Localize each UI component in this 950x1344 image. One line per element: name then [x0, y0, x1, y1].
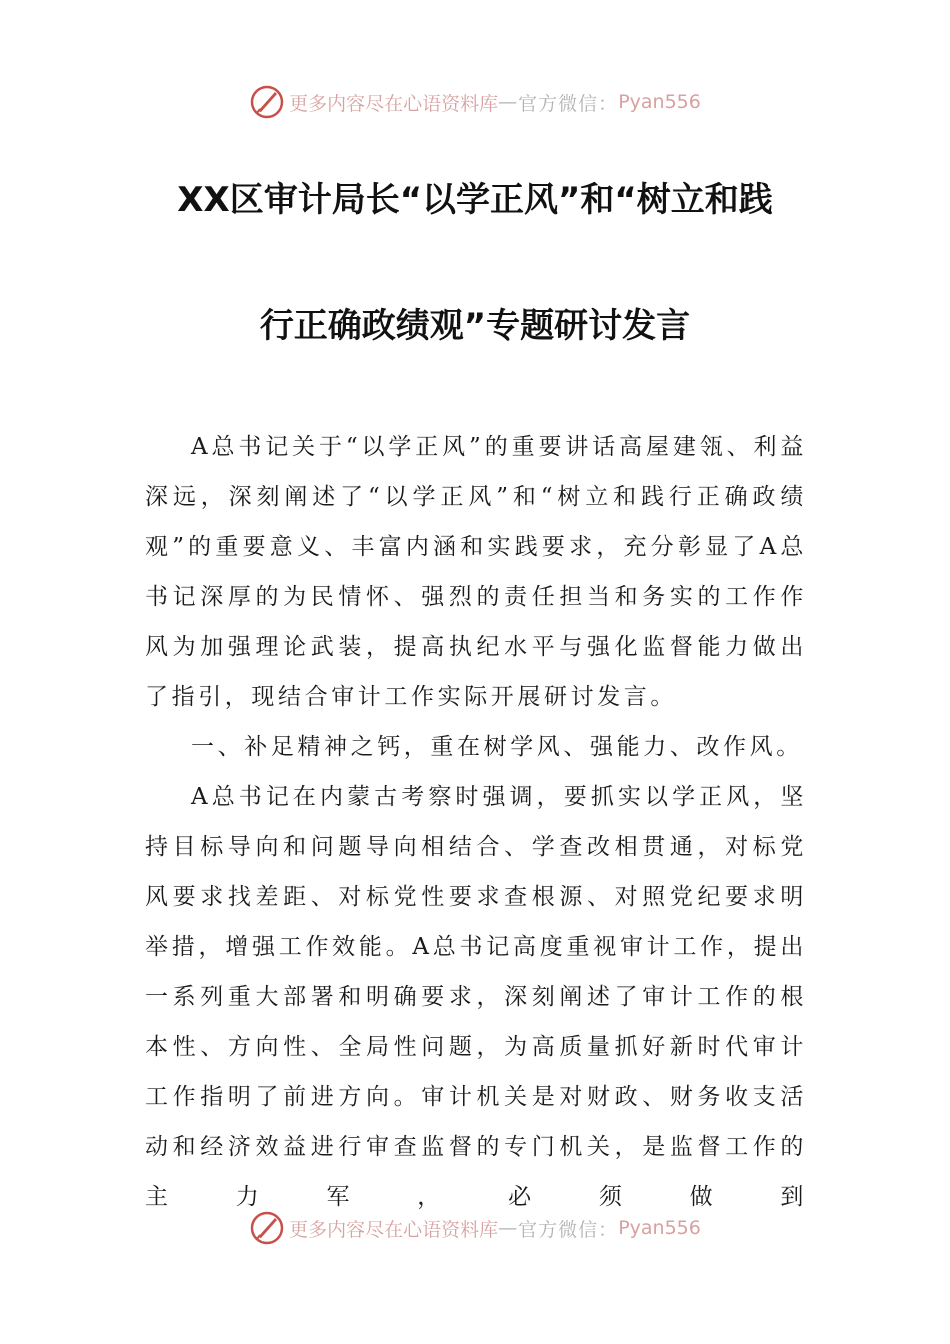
footer-watermark — [0, 1210, 950, 1246]
quill-logo-icon — [249, 1210, 285, 1246]
watermark-wechat-label: 官方微信： — [518, 92, 619, 115]
header-watermark — [0, 84, 950, 120]
document-title-line-1: XX区审计局长“以学正风”和“树立和践 — [177, 180, 773, 220]
quill-logo-icon — [249, 84, 285, 120]
watermark-dash: — — [498, 91, 519, 113]
document-title-line-2: 行正确政绩观”专题研讨发言 — [259, 306, 691, 346]
watermark-account: Pyan556 — [618, 91, 701, 113]
watermark-text: 更多内容尽在心语资料库 — [289, 92, 499, 115]
watermark-wechat-label: 官方微信： — [518, 1218, 619, 1241]
paragraph-intro: A总书记关于“以学正风”的重要讲话高屋建瓴、利益深远，深刻阐述了“以学正风”和“树立和践行正确政绩观”的重要意义、丰富内涵和实践要求，充分彰显了A总书记深厚的为民情怀、强烈的责任担当和务实的工作作风为加强理论武装，提高执纪水平与强化监督能力做出了指引，现结合审计工作实际开展研讨发言。 — [145, 434, 807, 710]
watermark-dash: — — [498, 1217, 519, 1239]
watermark-account: Pyan556 — [618, 1217, 701, 1239]
document-body — [145, 422, 807, 1222]
paragraph-section-1: A总书记在内蒙古考察时强调，要抓实以学正风，坚持目标导向和问题导向相结合、学查改相贯通，对标党风要求找差距、对标党性要求查根源、对照党纪要求明举措，增强工作效能。A总书记高度重视审计工作，提出一系列重大部署和明确要求，深刻阐述了审计工作的根本性、方向性、全局性问题，为高质量抓好新时代审计工作指明了前进方向。审计机关是对财政、财务收支活动和经济效益进行审查监督的专门机关，是监督工作的主力军，必须做到 — [145, 784, 807, 1210]
section-heading-1: 一、补足精神之钙，重在树学风、强能力、改作风。 — [191, 734, 803, 760]
watermark-text: 更多内容尽在心语资料库 — [289, 1218, 499, 1241]
